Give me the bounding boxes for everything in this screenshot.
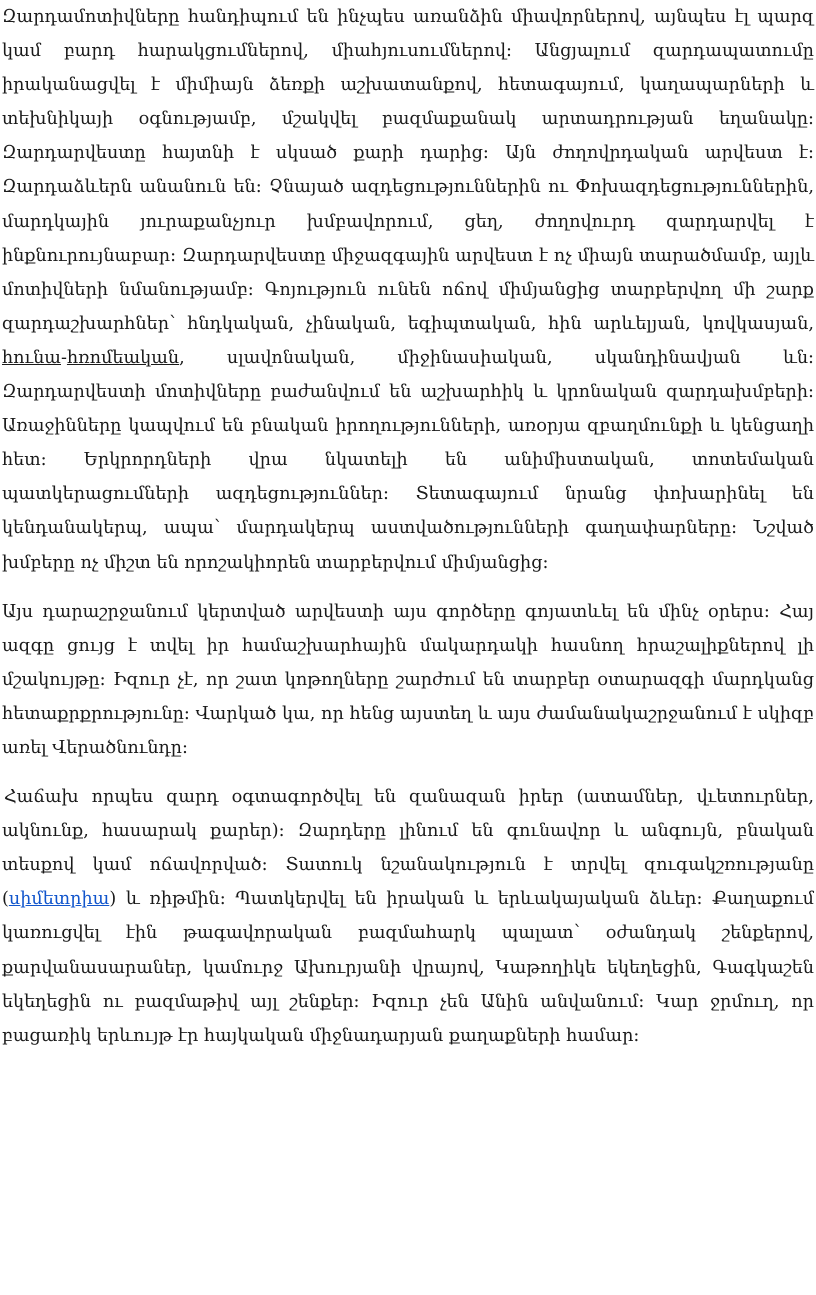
paragraph-2-text: Այս դարաշրջանում կերտված արվեստի այս գործերը գոյատևել են մինչ օրերս։ Հայ ազգը ցույց է տվել իր համաշխարհային մակարդակի հասնող հրաշալիքներով լի մշակույթը։ Իզուր չէ, որ շատ կոթողները շարժում են տարբեր օտարազգի մարդկանց հետաքրքրությունը։ Վարկած կա, որ հենց այստեղ և այս ժամանակաշրջանում է սկիզբ առել Վերածնունդը: bbox=[2, 601, 814, 758]
link-simetria[interactable]: սիմետրիա bbox=[8, 889, 110, 910]
paragraph-3-text-b: ) և ռիթմին։ Պատկերվել են իրական և երևակայական ձևեր։ Քաղաքում կառուցվել էին թագավորական բազմահարկ պալատ՝ օժանդակ շենքերով, քարվանասարաներ, կամուրջ Ախուրյանի վրայով, Կաթողիկե եկեղեցին, Գագկաշեն եկեղեցին ու բազմաթիվ այլ շենքեր։ Իզուր չեն Անին անվանում։ Կար ջրմուղ, որ բացառիկ երևույթ էր հայկական միջնադարյան քաղաքների համար: bbox=[2, 889, 814, 1046]
paragraph-3-text-a: Հաճախ որպես զարդ օգտագործվել են զանազան իրեր (ատամներ, վւետուրներ, ակնունք, հասարակ քարեր): Զարդերը լինում են գունավոր և անգույն, բնական տեսքով կամ ոճավորված։ Տատուկ նշանակություն է տրվել զուգակշռությանը ( bbox=[2, 787, 814, 910]
link-huna[interactable]: հունա bbox=[2, 347, 61, 368]
paragraph-ornaments-objects bbox=[2, 780, 814, 1053]
paragraph-era-art bbox=[2, 595, 814, 765]
paragraph-1-text-b: , սլավոնական, միջինասիական, սկանդինավյան ևն։ Զարդարվեստի մոտիվները բաժանվում են աշխարհիկ և կրոնական զարդախմբերի։ Առաջինները կապվում են բնական իրողությունների, առօրյա զբաղմունքի և կենցաղի հետ։ Երկրորդների վրա նկատելի են անիմիստական, տոտեմական պատկերացումների ազդեցություններ։ Տետագայում նրանց փոխարինել են կենդանակերպ, ապա՝ մարդակերպ աստվածությունների գաղափարները։ Նշված խմբերը ոչ միշտ են որոշակիորեն տարբերվում միմյանցից։ bbox=[2, 347, 814, 573]
paragraph-ornament-motifs bbox=[2, 0, 814, 580]
link-hromeakan[interactable]: հռոմեական bbox=[66, 347, 180, 368]
hyphen: - bbox=[60, 347, 67, 368]
paragraph-1-text-a: Զարդամոտիվները հանդիպում են ինչպես առանձին միավորներով, այնպես էլ պարզ կամ բարդ հարակցումներով, միահյուսումներով։ Անցյալում զարդապատումը իրականացվել է միմիայն ձեռքի աշխատանքով, հետագայում, կաղապարների և տեխնիկայի օգնությամբ, մշակվել բազմաքանակ արտադրության եղանակը։ Զարդարվեստը հայտնի է սկսած քարի դարից։ Այն ժողովրդական արվեստ է։ Զարդաձևերն անանուն են։ Չնայած ազդեցություններին ու Փոխազդեցություններին, մարդկային յուրաքանչյուր խմբավորում, ցեղ, ժողովուրդ զարդարվել է ինքնուրույնաբար։ Զարդարվեստը միջազգային արվեստ է ոչ միայն տարածմամբ, այլև մոտիվների նմանությամբ։ Գոյություն ունեն ոճով միմյանցից տարբերվող մի շարք զարդաշխարհներ՝ հնդկական, չինական, եգիպտական, հին արևելյան, կովկասյան, bbox=[2, 7, 814, 334]
